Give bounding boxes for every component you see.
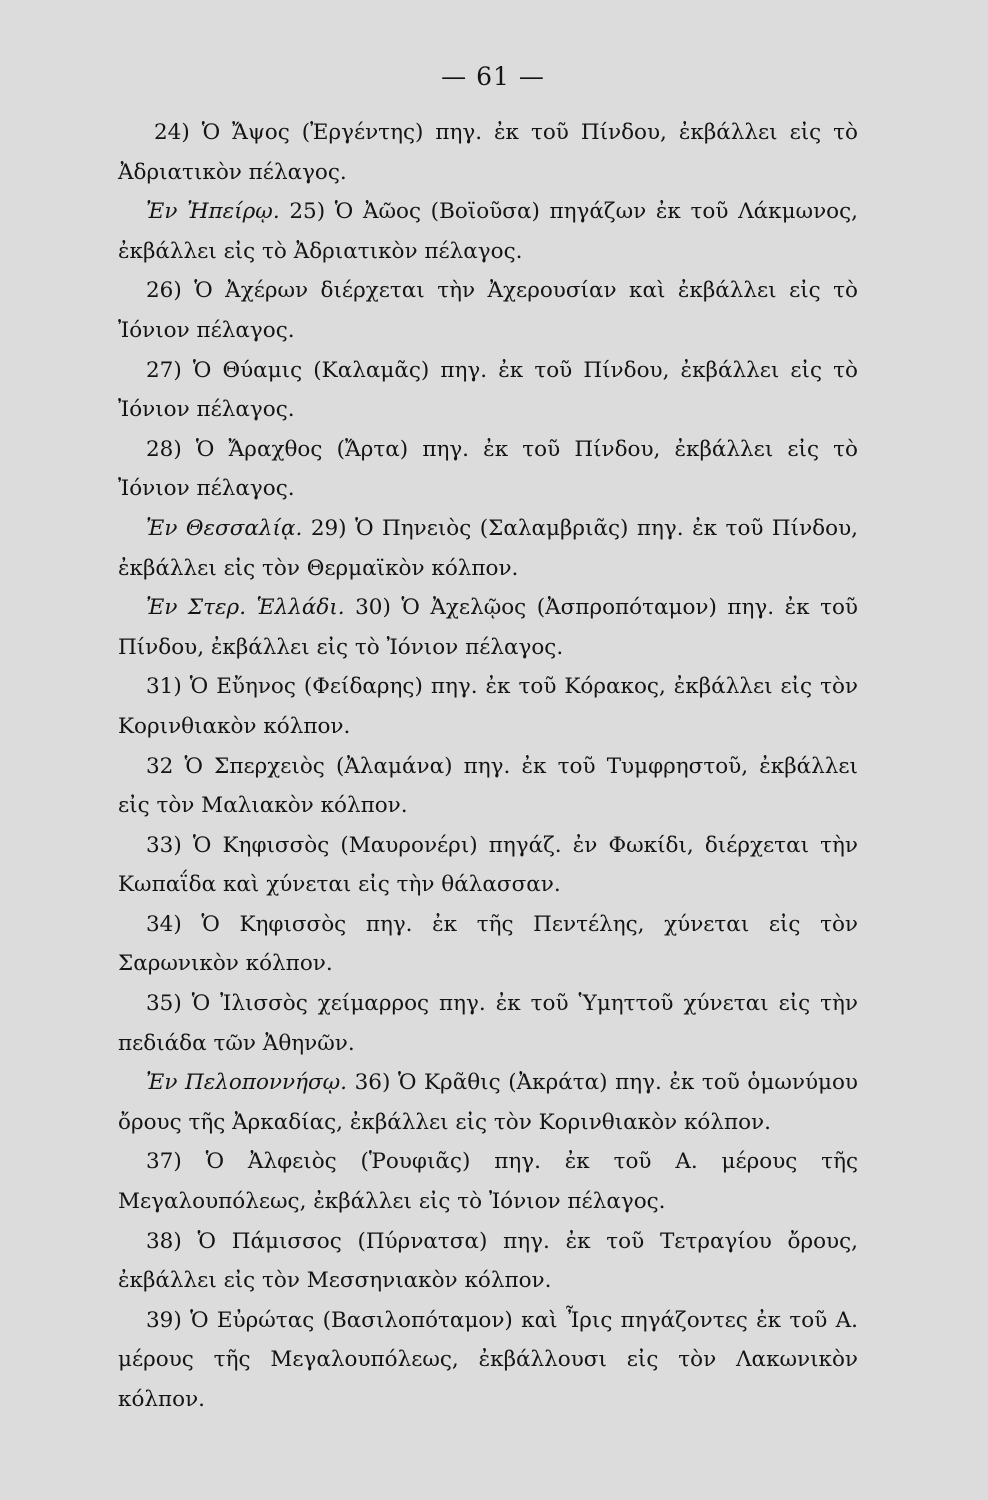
paragraph-27 [118,351,858,430]
item-text: Ὁ Κηφισσὸς πηγ. ἐκ τῆς Πεντέλης, χύνεται εἰς τὸν Σαρωνικὸν κόλπον. [118,911,858,977]
paragraph-39 [118,1301,858,1420]
region-heading: Ἐν Στερ. Ἑλλάδι. [146,595,345,621]
paragraph-33 [118,826,858,905]
paragraph-28 [118,430,858,509]
item-number: 39) [146,1307,182,1333]
paragraph-37 [118,1142,858,1221]
item-text: Ὁ Κρᾶθις (Ἀκράτα) πηγ. ἐκ τοῦ ὁμωνύμου ὄρους τῆς Ἀρκαδίας, ἐκβάλλει εἰς τὸν Κορινθιακὸν κόλπον. [118,1070,859,1135]
item-number: 34) [146,911,182,937]
paragraph-31 [118,667,858,746]
paragraph-35 [118,984,858,1063]
item-text: Ὁ Κηφισσὸς (Μαυρονέρι) πηγάζ. ἐν Φωκίδι, διέρχεται τὴν Κωπαΐδα καὶ χύνεται εἰς τὴν θάλασσαν. [118,832,858,898]
item-number: 37) [146,1149,182,1175]
paragraph-25 [118,192,858,271]
item-text: Ὁ Πηνειὸς (Σαλαμβριᾶς) πηγ. ἐκ τοῦ Πίνδου, ἐκβάλλει εἰς τὸν Θερμαϊκὸν κόλπον. [118,515,858,581]
item-number: 26) [146,278,182,304]
item-text: Ὁ Εὔηνος (Φείδαρης) πηγ. ἐκ τοῦ Κόρακος, ἐκβάλλει εἰς τὸν Κορινθιακὸν κόλπον. [118,674,858,739]
paragraph-34 [118,905,858,984]
item-text: Ὁ Εὐρώτας (Βασιλοπόταμον) καὶ Ἶρις πηγάζοντες ἐκ τοῦ Α. μέρους τῆς Μεγαλουπόλεως, ἐκβάλλουσι εἰς τὸν Λακωνικὸν κόλπον. [118,1307,858,1412]
paragraph-26 [118,271,858,350]
item-text: Ὁ Πάμισσος (Πύρνατσα) πηγ. ἐκ τοῦ Τετραγίου ὄρους, ἐκβάλλει εἰς τὸν Μεσσηνιακὸν κόλπον. [118,1228,858,1294]
item-text: Ὁ Ἄψος (Ἐργέντης) πηγ. ἐκ τοῦ Πίνδου, ἐκβάλλει εἰς τὸ Ἀδριατικὸν πέλαγος. [118,120,858,185]
paragraph-32 [118,747,858,826]
item-text: Ὁ Ἀλφειὸς (Ῥουφιᾶς) πηγ. ἐκ τοῦ Α. μέρους τῆς Μεγαλουπόλεως, ἐκβάλλει εἰς τὸ Ἰόνιον πέλαγος. [118,1149,859,1215]
item-text: Ὁ Ἀχελῷος (Ἀσπροπόταμον) πηγ. ἐκ τοῦ Πίνδου, ἐκβάλλει εἰς τὸ Ἰόνιον πέλαγος. [118,595,858,660]
paragraph-29 [118,509,858,588]
item-text: Ὁ Ἄραχθος (Ἄρτα) πηγ. ἐκ τοῦ Πίνδου, ἐκβάλλει εἰς τὸ Ἰόνιον πέλαγος. [118,436,858,502]
item-number: 24) [154,120,190,145]
item-number: 29) [310,515,347,541]
item-text: Ὁ Ἀῶος (Βοϊοῦσα) πηγάζων ἐκ τοῦ Λάκμωνος, ἐκβάλλει εἰς τὸ Ἀδριατικὸν πέλαγος. [118,199,858,264]
region-heading: Ἐν Ἠπείρῳ. [146,199,280,225]
paragraph-24 [118,113,858,192]
item-number: 27) [146,357,182,383]
item-number: 25) [289,199,326,225]
paragraph-36 [118,1063,858,1142]
item-text: Ὁ Θύαμις (Καλαμᾶς) πηγ. ἐκ τοῦ Πίνδου, ἐκβάλλει εἰς τὸ Ἰόνιον πέλαγος. [118,357,858,423]
region-heading: Ἐν Πελοποννήσῳ. [146,1070,347,1096]
item-number: 31) [146,674,182,700]
page-body [118,113,858,1420]
item-number: 36) [354,1070,391,1096]
item-number: 28) [146,436,182,462]
item-text: Ὁ Ἀχέρων διέρχεται τὴν Ἀχερουσίαν καὶ ἐκβάλλει εἰς τὸ Ἰόνιον πέλαγος. [118,278,858,343]
paragraph-30 [118,588,858,667]
item-number: 33) [146,832,182,858]
item-number: 38) [146,1228,182,1254]
item-number: 30) [355,595,391,621]
paragraph-38 [118,1222,858,1301]
item-number: 32 [146,753,174,779]
region-heading: Ἐν Θεσσαλίᾳ. [146,515,303,541]
page-number: — 61 — [441,62,545,91]
item-text: Ὁ Ἰλισσὸς χείμαρρος πηγ. ἐκ τοῦ Ὑμηττοῦ χύνεται εἰς τὴν πεδιάδα τῶν Ἀθηνῶν. [118,991,858,1056]
item-number: 35) [146,991,182,1017]
item-text: Ὁ Σπερχειὸς (Ἀλαμάνα) πηγ. ἐκ τοῦ Τυμφρηστοῦ, ἐκβάλλει εἰς τὸν Μαλιακὸν κόλπον. [118,753,858,819]
